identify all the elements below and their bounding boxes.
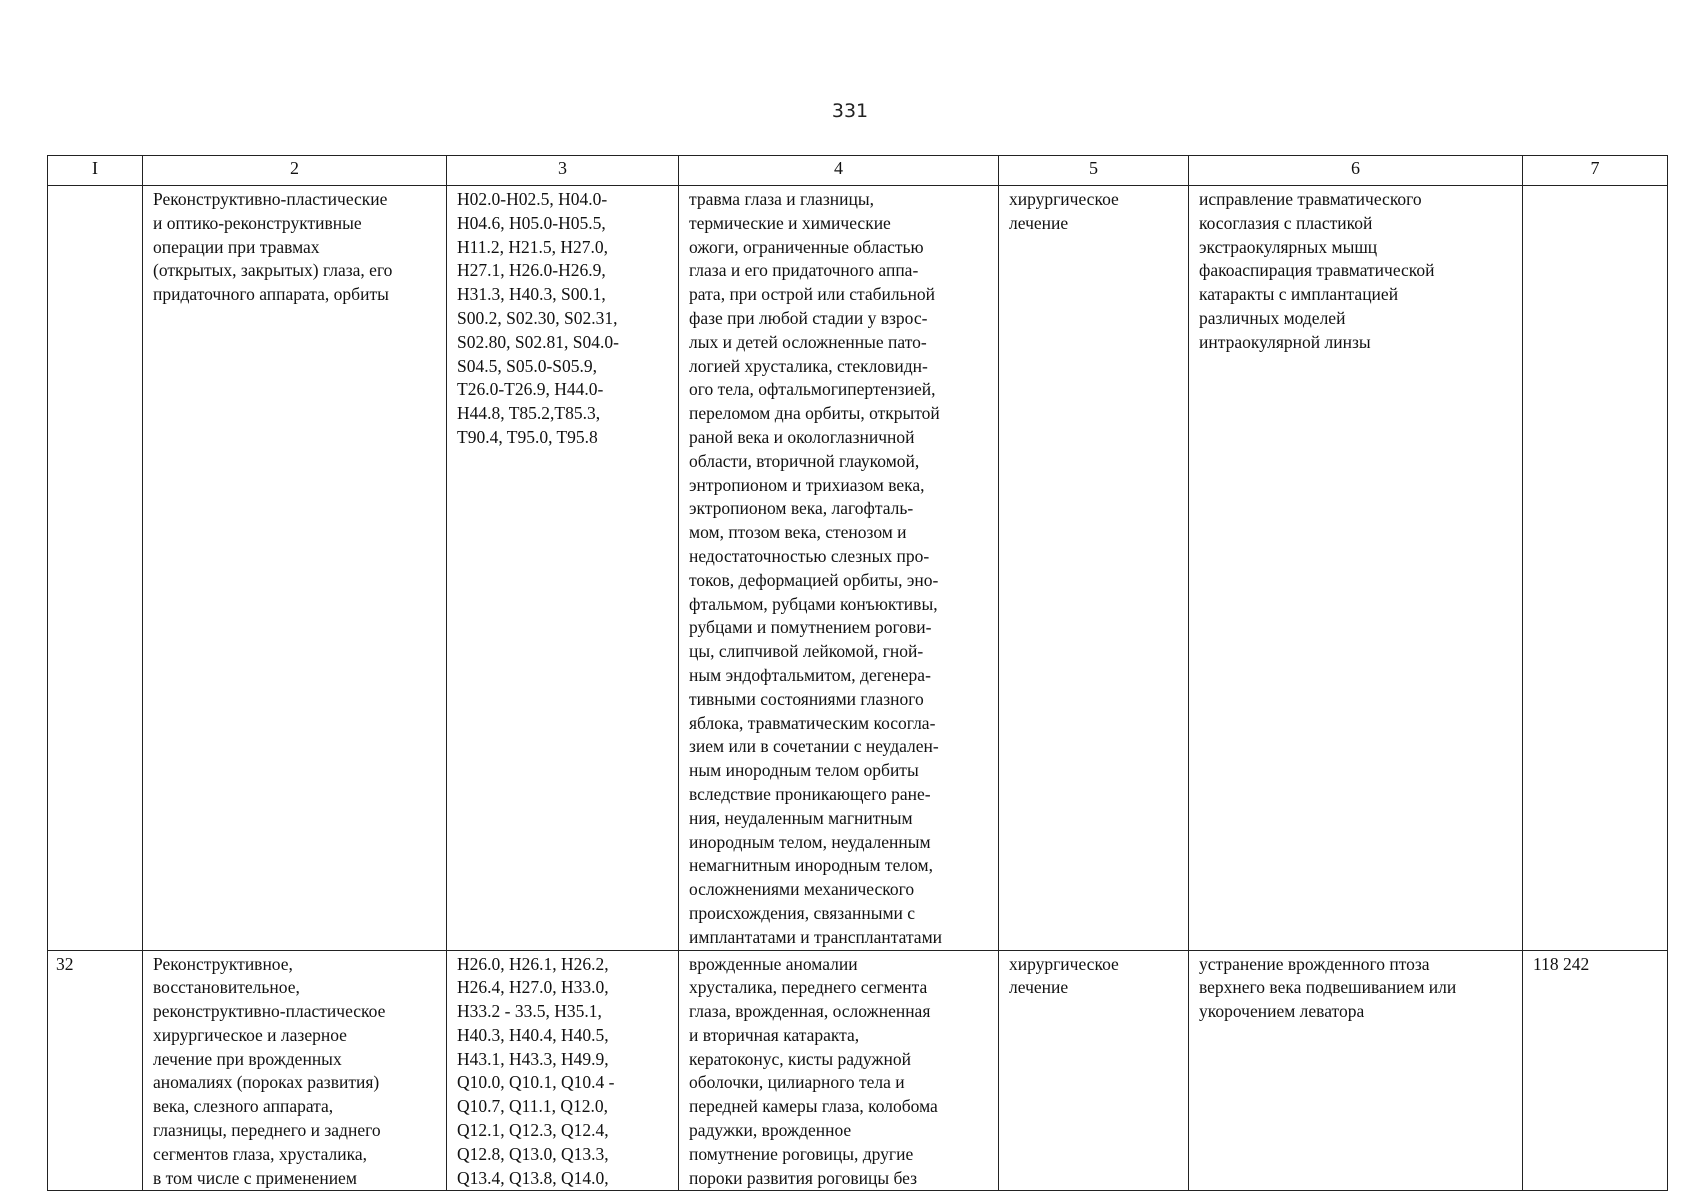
text-line: ным эндофтальмитом, дегенера- xyxy=(689,664,931,685)
text-line: века, слезного аппарата, xyxy=(153,1096,334,1117)
row-number-cell xyxy=(48,186,143,951)
text-line: немагнитным инородным телом, xyxy=(689,855,933,876)
column-number-row xyxy=(48,156,1668,186)
text-line: яблока, травматическим косогла- xyxy=(689,712,936,733)
patient-model-cell xyxy=(679,950,999,1191)
text-line: глаза, врожденная, осложненная xyxy=(689,1001,931,1022)
text-line: восстановительное, xyxy=(153,977,300,998)
text-line: Q13.4, Q13.8, Q14.0, xyxy=(457,1167,609,1188)
text-line: S02.80, S02.81, S04.0- xyxy=(457,331,619,352)
text-line: Q12.1, Q12.3, Q12.4, xyxy=(457,1120,609,1141)
text-line: исправление травматического xyxy=(1199,189,1422,209)
text-line: рата, при острой или стабильной xyxy=(689,284,936,305)
service-name-cell xyxy=(143,186,447,951)
text-line: и оптико-реконструктивные xyxy=(153,212,362,233)
text-line: осложнениями механического xyxy=(689,879,915,900)
text-line: аномалиях (пороках развития) xyxy=(153,1072,380,1093)
text-line: H04.6, H05.0-H05.5, xyxy=(457,212,606,233)
text-line: передней камеры глаза, колобома xyxy=(689,1096,938,1117)
text-line: H26.4, H27.0, H33.0, xyxy=(457,977,609,998)
text-line: Q12.8, Q13.0, Q13.3, xyxy=(457,1143,609,1164)
cost-cell: 118 242 xyxy=(1523,950,1668,1191)
text-line: ого тела, офтальмогипертензией, xyxy=(689,379,936,400)
icd-codes-cell xyxy=(447,950,679,1191)
text-line: укорочением леватора xyxy=(1199,1001,1365,1022)
text-line: лечение xyxy=(1009,977,1069,998)
patient-model-cell xyxy=(679,186,999,951)
text-line: ожоги, ограниченные областью xyxy=(689,236,924,257)
text-line: зием или в сочетании с неудален- xyxy=(689,736,939,757)
text-line: H26.0, H26.1, H26.2, xyxy=(457,953,609,974)
text-line: кератоконус, кисты радужной xyxy=(689,1048,911,1069)
treatment-method-cell xyxy=(1189,186,1523,951)
text-line: области, вторичной глаукомой, xyxy=(689,450,920,471)
text-line: глазницы, переднего и заднего xyxy=(153,1120,381,1141)
text-line: фтальмом, рубцами конъюктивы, xyxy=(689,593,938,614)
text-line: инородным телом, неудаленным xyxy=(689,831,931,852)
text-line: хрусталика, переднего сегмента xyxy=(689,977,928,998)
text-line: мом, птозом века, стенозом и xyxy=(689,522,907,543)
text-line: лечение при врожденных xyxy=(153,1048,342,1069)
column-header-4: 4 xyxy=(679,156,999,186)
text-line: переломом дна орбиты, открытой xyxy=(689,403,940,424)
text-line: H43.1, H43.3, H49.9, xyxy=(457,1048,609,1069)
column-header-3: 3 xyxy=(447,156,679,186)
text-line: косоглазия с пластикой xyxy=(1199,212,1373,233)
text-line: H33.2 - 33.5, H35.1, xyxy=(457,1001,602,1022)
text-line: экстраокулярных мышц xyxy=(1199,236,1378,257)
text-line: сегментов глаза, хрусталика, xyxy=(153,1143,367,1164)
text-line: H02.0-H02.5, H04.0- xyxy=(457,189,608,209)
services-table xyxy=(47,155,1668,1191)
text-line: глаза и его придаточного аппа- xyxy=(689,260,919,281)
service-name-cell xyxy=(143,950,447,1191)
text-line: логией хрусталика, стекловидн- xyxy=(689,355,928,376)
text-line: ным инородным телом орбиты xyxy=(689,760,919,781)
text-line: помутнение роговицы, другие xyxy=(689,1143,914,1164)
text-line: цы, слипчивой лейкомой, гной- xyxy=(689,641,924,662)
text-line: и вторичная катаракта, xyxy=(689,1024,860,1045)
text-line: факоаспирация травматической xyxy=(1199,260,1435,281)
table-row xyxy=(48,950,1668,1191)
text-line: происхождения, связанными с xyxy=(689,902,916,923)
text-line: Q10.0, Q10.1, Q10.4 - xyxy=(457,1072,615,1093)
text-line: Q10.7, Q11.1, Q12.0, xyxy=(457,1096,609,1117)
column-header-7: 7 xyxy=(1523,156,1668,186)
text-line: реконструктивно-пластическое xyxy=(153,1001,386,1022)
text-line: S00.2, S02.30, S02.31, xyxy=(457,307,618,328)
text-line: в том числе с применением xyxy=(153,1167,357,1188)
text-line: термические и химические xyxy=(689,212,891,233)
text-line: раной века и окологлазничной xyxy=(689,426,915,447)
text-line: врожденные аномалии xyxy=(689,953,858,974)
text-line: операции при травмах xyxy=(153,236,320,257)
text-line: токов, деформацией орбиты, эно- xyxy=(689,569,939,590)
page-number: 331 xyxy=(831,100,869,122)
text-line: придаточного аппарата, орбиты xyxy=(153,284,389,305)
text-line: устранение врожденного птоза xyxy=(1199,953,1430,974)
text-line: интраокулярной линзы xyxy=(1199,331,1371,352)
text-line: H31.3, H40.3, S00.1, xyxy=(457,284,606,305)
treatment-method-cell xyxy=(1189,950,1523,1191)
treatment-type-cell xyxy=(999,186,1189,951)
text-line: травма глаза и глазницы, xyxy=(689,189,874,209)
text-line: оболочки, цилиарного тела и xyxy=(689,1072,905,1093)
text-line: различных моделей xyxy=(1199,307,1346,328)
text-line: рубцами и помутнением рогови- xyxy=(689,617,932,638)
column-header-6: 6 xyxy=(1189,156,1523,186)
treatment-type-cell xyxy=(999,950,1189,1191)
column-header-2: 2 xyxy=(143,156,447,186)
text-line: недостаточностью слезных про- xyxy=(689,545,930,566)
text-line: H11.2, H21.5, H27.0, xyxy=(457,236,609,257)
text-line: ния, неудаленным магнитным xyxy=(689,807,913,828)
text-line: хирургическое xyxy=(1009,953,1119,974)
text-line: H44.8, T85.2,T85.3, xyxy=(457,403,601,424)
text-line: H40.3, H40.4, H40.5, xyxy=(457,1024,609,1045)
text-line: Реконструктивное, xyxy=(153,953,293,974)
text-line: имплантатами и трансплантатами xyxy=(689,926,943,947)
text-line: хирургическое и лазерное xyxy=(153,1024,347,1045)
text-line: лечение xyxy=(1009,212,1069,233)
text-line: катаракты с имплантацией xyxy=(1199,284,1399,305)
text-line: эктропионом века, лагофталь- xyxy=(689,498,914,519)
text-line: вследствие проникающего ране- xyxy=(689,783,931,804)
cost-cell xyxy=(1523,186,1668,951)
column-header-5: 5 xyxy=(999,156,1189,186)
text-line: T90.4, T95.0, T95.8 xyxy=(457,426,598,447)
text-line: фазе при любой стадии у взрос- xyxy=(689,307,928,328)
text-line: верхнего века подвешиванием или xyxy=(1199,977,1457,998)
column-header-1: I xyxy=(48,156,143,186)
table-row xyxy=(48,186,1668,951)
text-line: хирургическое xyxy=(1009,189,1119,209)
icd-codes-cell xyxy=(447,186,679,951)
text-line: T26.0-T26.9, H44.0- xyxy=(457,379,604,400)
text-line: S04.5, S05.0-S05.9, xyxy=(457,355,598,376)
text-line: (открытых, закрытых) глаза, его xyxy=(153,260,393,281)
text-line: тивными состояниями глазного xyxy=(689,688,924,709)
text-line: Реконструктивно-пластические xyxy=(153,189,388,209)
text-line: энтропионом и трихиазом века, xyxy=(689,474,925,495)
row-number-cell: 32 xyxy=(48,950,143,1191)
text-line: пороки развития роговицы без xyxy=(689,1167,918,1188)
text-line: лых и детей осложненные пато- xyxy=(689,331,927,352)
text-line: радужки, врожденное xyxy=(689,1120,852,1141)
text-line: H27.1, H26.0-H26.9, xyxy=(457,260,606,281)
